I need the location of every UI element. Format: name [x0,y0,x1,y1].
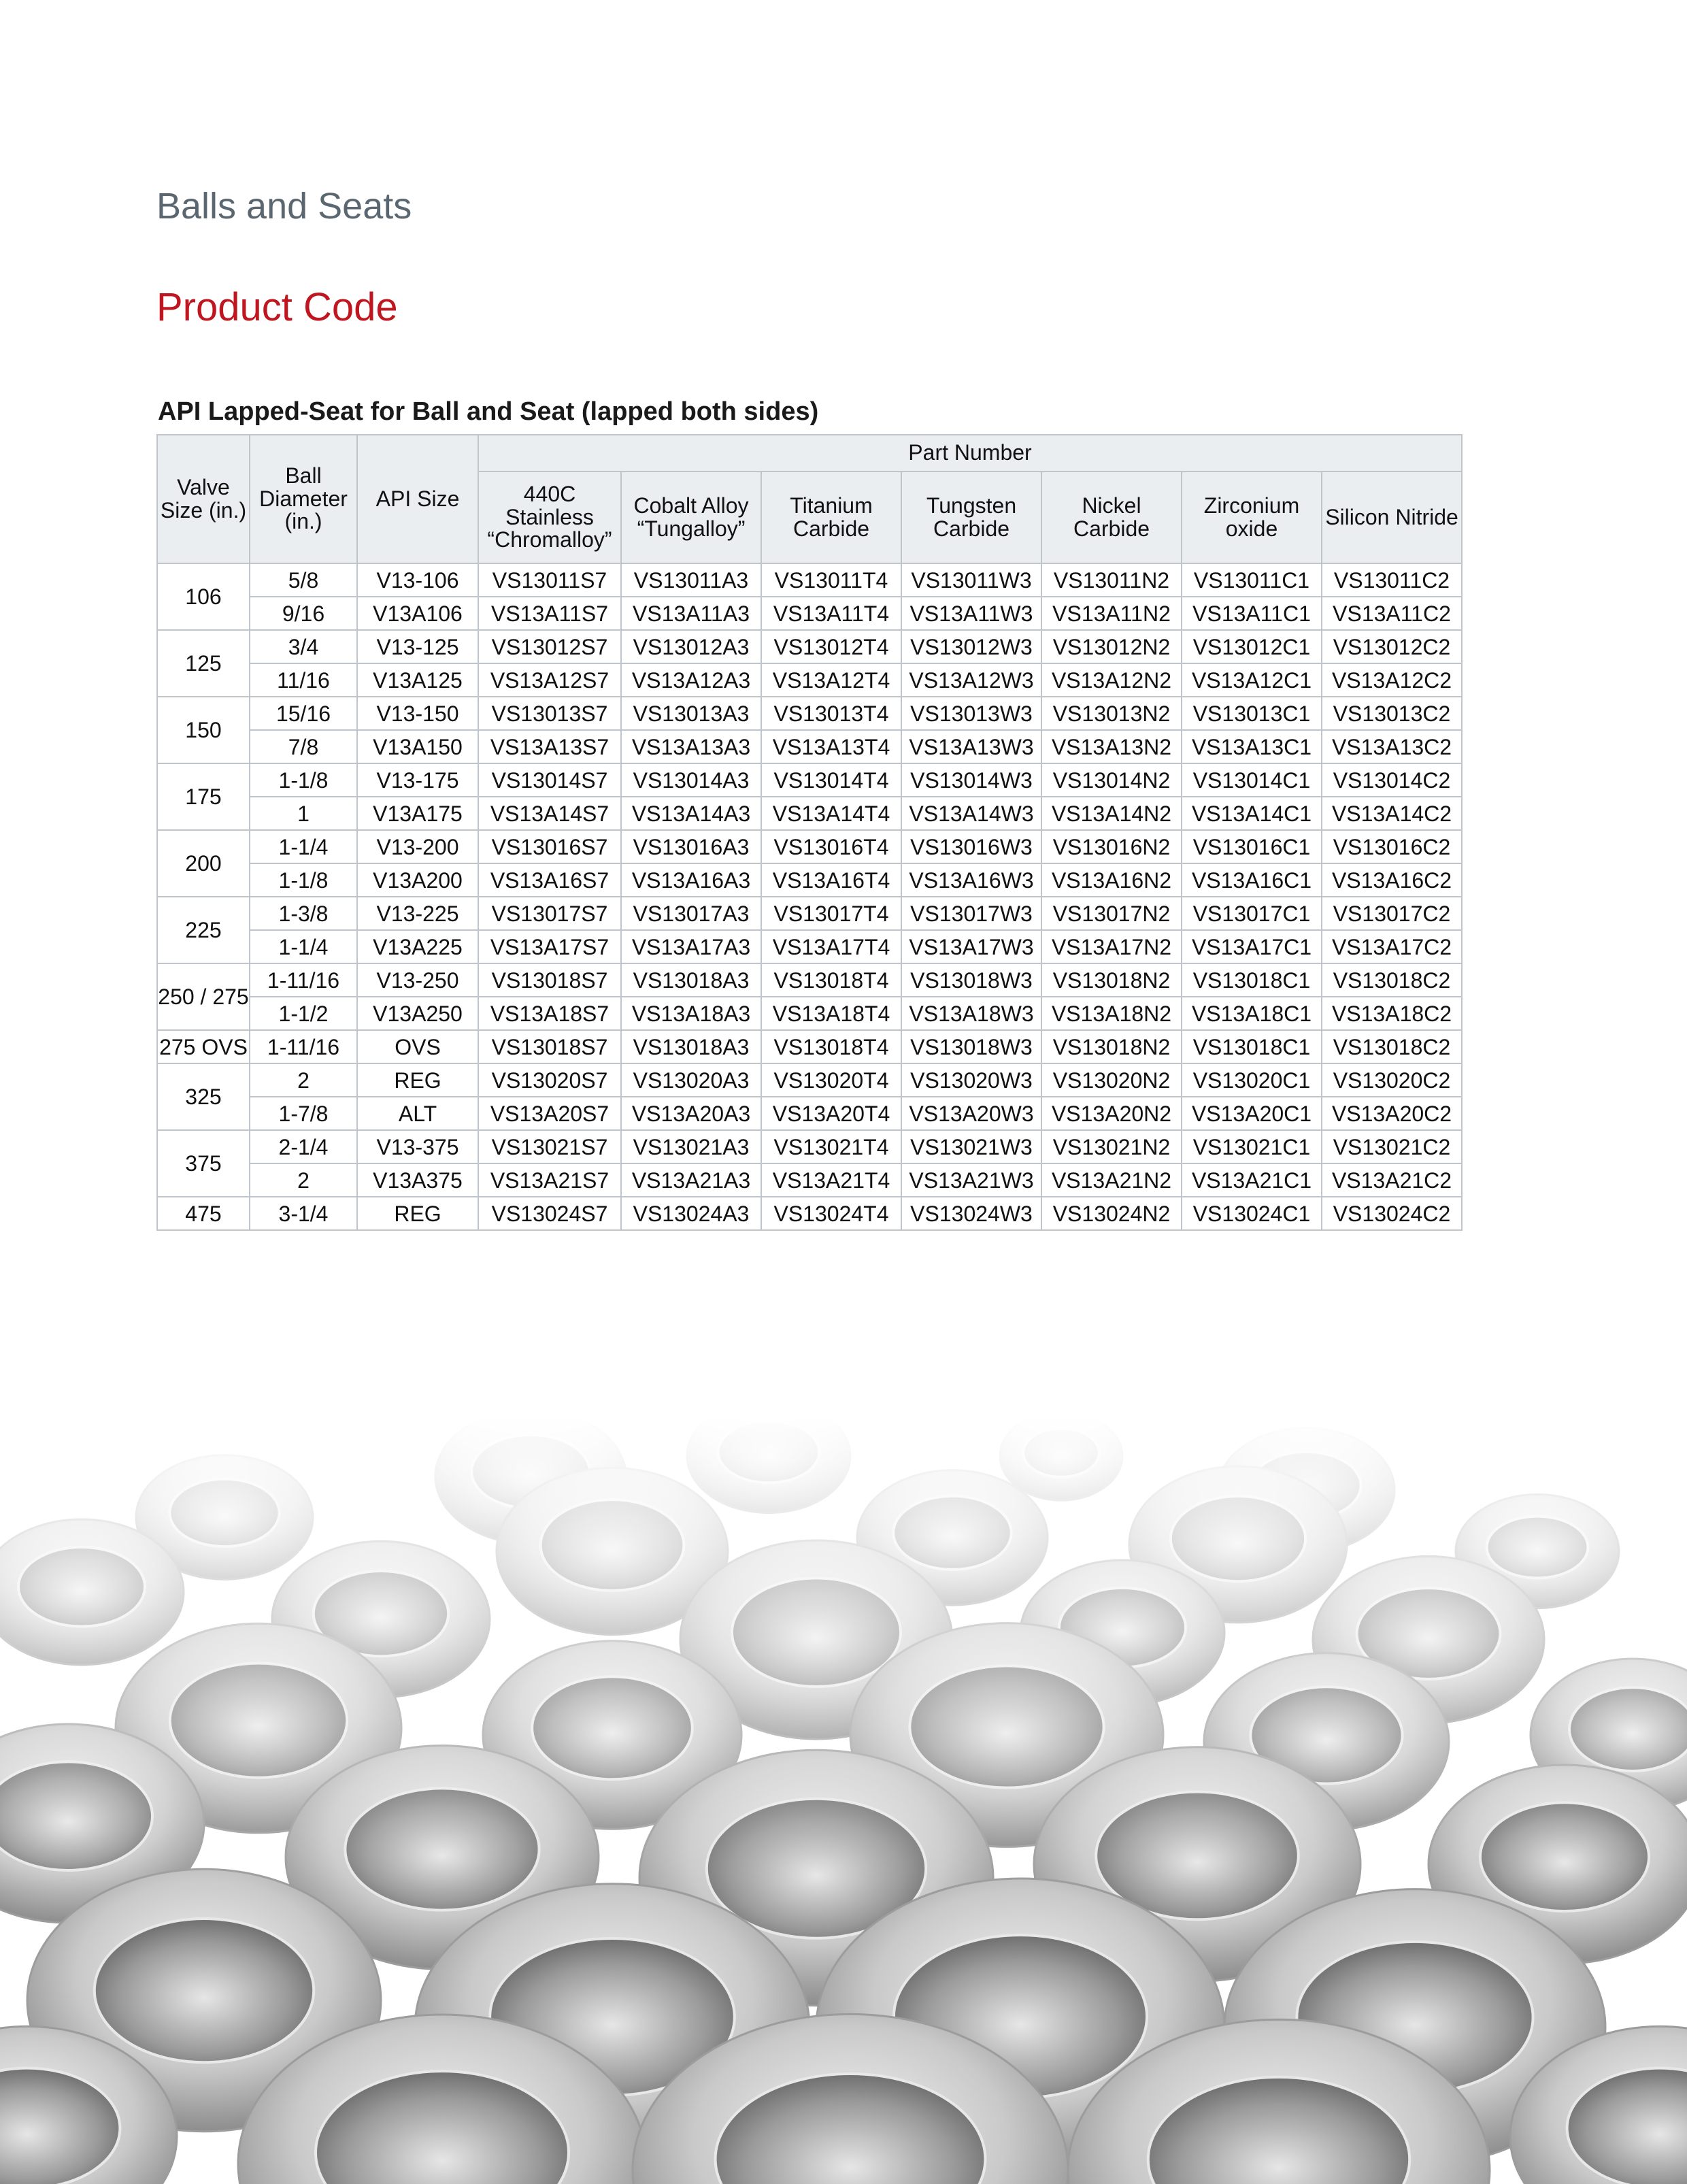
product-code-table-wrapper [156,434,1463,1231]
part-number-cell: VS13A17C2 [1322,930,1462,963]
ring-inner [1480,1802,1649,1911]
part-number-cell: VS13A18T4 [761,997,901,1030]
part-number-cell: VS13013S7 [478,697,621,730]
table-row [157,1163,1462,1197]
part-number-cell: VS13A13C1 [1182,730,1322,763]
part-number-cell: VS13024W3 [901,1197,1041,1230]
part-number-cell: VS13016C2 [1322,830,1462,863]
ring-inner [541,1500,684,1591]
part-number-cell: VS13016C1 [1182,830,1322,863]
part-number-cell: VS13014C1 [1182,763,1322,797]
table-row [157,930,1462,963]
part-number-cell: VS13012T4 [761,630,901,663]
part-number-cell: VS13014S7 [478,763,621,797]
part-number-cell: VS13A14N2 [1041,797,1182,830]
part-number-cell: VS13016N2 [1041,830,1182,863]
part-number-cell: VS13020A3 [621,1063,761,1097]
header-ball-diameter: Ball Diameter (in.) [250,435,357,563]
part-number-cell: VS13014A3 [621,763,761,797]
part-number-cell: VS13020N2 [1041,1063,1182,1097]
part-number-cell: VS13020C2 [1322,1063,1462,1097]
part-number-cell: VS13A18C1 [1182,997,1322,1030]
part-number-cell: VS13A11S7 [478,597,621,630]
part-number-cell: VS13024A3 [621,1197,761,1230]
ring-inner [732,1578,901,1687]
part-number-cell: VS13024S7 [478,1197,621,1230]
part-number-cell: VS13012S7 [478,630,621,663]
api-size-cell: V13-125 [357,630,478,663]
part-number-cell: VS13011S7 [478,563,621,597]
part-number-cell: VS13017C1 [1182,897,1322,930]
part-number-cell: VS13013A3 [621,697,761,730]
header-material: Cobalt Alloy “Tungalloy” [621,471,761,563]
ring-inner [718,1421,820,1483]
part-number-cell: VS13011C2 [1322,563,1462,597]
ball-diameter-cell: 11/16 [250,663,357,697]
valve-size-cell: 375 [157,1130,250,1197]
part-number-cell: VS13024T4 [761,1197,901,1230]
ball-seats-background-image [0,1415,1687,2184]
ball-diameter-cell: 3-1/4 [250,1197,357,1230]
part-number-cell: VS13012A3 [621,630,761,663]
part-number-cell: VS13018A3 [621,1030,761,1063]
api-size-cell: OVS [357,1030,478,1063]
valve-size-cell: 250 / 275 [157,963,250,1030]
ball-diameter-cell: 7/8 [250,730,357,763]
part-number-cell: VS13A14T4 [761,797,901,830]
part-number-cell: VS13020T4 [761,1063,901,1097]
part-number-cell: VS13013W3 [901,697,1041,730]
table-body [157,563,1462,1230]
part-number-cell: VS13013C1 [1182,697,1322,730]
part-number-cell: VS13A12C2 [1322,663,1462,697]
api-size-cell: V13A125 [357,663,478,697]
part-number-cell: VS13A21A3 [621,1163,761,1197]
api-size-cell: V13-200 [357,830,478,863]
ring-inner [893,1496,1012,1570]
ring-inner [532,1676,692,1779]
part-number-cell: VS13A20A3 [621,1097,761,1130]
part-number-cell: VS13014N2 [1041,763,1182,797]
ring-group [0,1415,1687,2184]
part-number-cell: VS13020W3 [901,1063,1041,1097]
valve-size-cell: 275 OVS [157,1030,250,1063]
part-number-cell: VS13017N2 [1041,897,1182,930]
part-number-cell: VS13A13T4 [761,730,901,763]
api-size-cell: REG [357,1063,478,1097]
part-number-cell: VS13A21S7 [478,1163,621,1197]
ball-diameter-cell: 2 [250,1063,357,1097]
part-number-cell: VS13018W3 [901,963,1041,997]
part-number-cell: VS13A20C1 [1182,1097,1322,1130]
part-number-cell: VS13A13A3 [621,730,761,763]
part-number-cell: VS13A16S7 [478,863,621,897]
product-code-heading: Product Code [156,285,398,329]
part-number-cell: VS13021S7 [478,1130,621,1163]
ring-inner [1487,1517,1588,1578]
part-number-cell: VS13021N2 [1041,1130,1182,1163]
api-size-cell: V13A375 [357,1163,478,1197]
part-number-cell: VS13A18W3 [901,997,1041,1030]
ball-diameter-cell: 5/8 [250,563,357,597]
part-number-cell: VS13A17N2 [1041,930,1182,963]
part-number-cell: VS13A18N2 [1041,997,1182,1030]
part-number-cell: VS13020C1 [1182,1063,1322,1097]
part-number-cell: VS13A21C2 [1322,1163,1462,1197]
header-material: Tungsten Carbide [901,471,1041,563]
ring-inner [909,1666,1103,1787]
part-number-cell: VS13A12A3 [621,663,761,697]
api-size-cell: V13A225 [357,930,478,963]
part-number-cell: VS13018S7 [478,1030,621,1063]
table-row [157,997,1462,1030]
ball-diameter-cell: 1 [250,797,357,830]
part-number-cell: VS13A17A3 [621,930,761,963]
part-number-cell: VS13014T4 [761,763,901,797]
valve-size-cell: 475 [157,1197,250,1230]
part-number-cell: VS13011C1 [1182,563,1322,597]
api-size-cell: V13-175 [357,763,478,797]
part-number-cell: VS13012W3 [901,630,1041,663]
part-number-cell: VS13018C2 [1322,963,1462,997]
ball-diameter-cell: 1-1/8 [250,763,357,797]
ball-diameter-cell: 1-11/16 [250,1030,357,1063]
part-number-cell: VS13021C2 [1322,1130,1462,1163]
table-row [157,597,1462,630]
header-api-size: API Size [357,435,478,563]
part-number-cell: VS13014W3 [901,763,1041,797]
part-number-cell: VS13017C2 [1322,897,1462,930]
part-number-cell: VS13018C1 [1182,963,1322,997]
ball-diameter-cell: 1-1/4 [250,830,357,863]
part-number-cell: VS13A18A3 [621,997,761,1030]
table-row [157,730,1462,763]
part-number-cell: VS13A21W3 [901,1163,1041,1197]
header-material: Silicon Nitride [1322,471,1462,563]
table-row [157,830,1462,863]
part-number-cell: VS13A20S7 [478,1097,621,1130]
part-number-cell: VS13016A3 [621,830,761,863]
part-number-cell: VS13A14W3 [901,797,1041,830]
ball-diameter-cell: 1-1/2 [250,997,357,1030]
part-number-cell: VS13024C1 [1182,1197,1322,1230]
part-number-cell: VS13A12T4 [761,663,901,697]
part-number-cell: VS13A12W3 [901,663,1041,697]
valve-size-cell: 150 [157,697,250,763]
product-code-table [156,434,1463,1231]
part-number-cell: VS13A16T4 [761,863,901,897]
valve-size-cell: 225 [157,897,250,963]
part-number-cell: VS13021A3 [621,1130,761,1163]
ring-inner [95,1919,314,2062]
part-number-cell: VS13A14C2 [1322,797,1462,830]
valve-size-cell: 175 [157,763,250,830]
part-number-cell: VS13A13W3 [901,730,1041,763]
part-number-cell: VS13A13N2 [1041,730,1182,763]
api-size-cell: REG [357,1197,478,1230]
ring-inner [1023,1429,1099,1477]
part-number-cell: VS13A11W3 [901,597,1041,630]
header-material: Titanium Carbide [761,471,901,563]
table-row [157,1030,1462,1063]
table-row [157,797,1462,830]
part-number-cell: VS13A20W3 [901,1097,1041,1130]
part-number-cell: VS13A17W3 [901,930,1041,963]
part-number-cell: VS13A21C1 [1182,1163,1322,1197]
part-number-cell: VS13013T4 [761,697,901,730]
ring-inner [1569,1687,1687,1771]
part-number-cell: VS13A17S7 [478,930,621,963]
table-row [157,863,1462,897]
part-number-cell: VS13020S7 [478,1063,621,1097]
ball-diameter-cell: 1-7/8 [250,1097,357,1130]
part-number-cell: VS13013N2 [1041,697,1182,730]
part-number-cell: VS13A11N2 [1041,597,1182,630]
part-number-cell: VS13011W3 [901,563,1041,597]
ball-diameter-cell: 2 [250,1163,357,1197]
ring-inner [169,1479,279,1546]
part-number-cell: VS13014C2 [1322,763,1462,797]
table-row [157,897,1462,930]
valve-size-cell: 200 [157,830,250,897]
api-size-cell: ALT [357,1097,478,1130]
part-number-cell: VS13A18C2 [1322,997,1462,1030]
part-number-cell: VS13A16N2 [1041,863,1182,897]
ball-diameter-cell: 1-1/4 [250,930,357,963]
ball-diameter-cell: 2-1/4 [250,1130,357,1163]
api-size-cell: V13A175 [357,797,478,830]
part-number-cell: VS13A14A3 [621,797,761,830]
part-number-cell: VS13A16W3 [901,863,1041,897]
part-number-cell: VS13024N2 [1041,1197,1182,1230]
part-number-cell: VS13A12N2 [1041,663,1182,697]
part-number-cell: VS13A12C1 [1182,663,1322,697]
ring-inner [170,1664,347,1778]
table-title: API Lapped-Seat for Ball and Seat (lapped both sides) [158,397,819,426]
part-number-cell: VS13A13C2 [1322,730,1462,763]
part-number-cell: VS13017T4 [761,897,901,930]
header-material: Nickel Carbide [1041,471,1182,563]
table-row [157,1097,1462,1130]
header-material: 440C Stainless “Chromalloy” [478,471,621,563]
part-number-cell: VS13A20N2 [1041,1097,1182,1130]
api-size-cell: V13A150 [357,730,478,763]
ring-inner [345,1788,539,1910]
part-number-cell: VS13017S7 [478,897,621,930]
ring-inner [0,1761,152,1870]
api-size-cell: V13A250 [357,997,478,1030]
part-number-cell: VS13A17C1 [1182,930,1322,963]
table-row [157,1063,1462,1097]
table-row [157,763,1462,797]
table-row [157,663,1462,697]
api-size-cell: V13A106 [357,597,478,630]
part-number-cell: VS13A14C1 [1182,797,1322,830]
valve-size-cell: 325 [157,1063,250,1130]
part-number-cell: VS13011A3 [621,563,761,597]
api-size-cell: V13-106 [357,563,478,597]
header-material: Zirconium oxide [1182,471,1322,563]
part-number-cell: VS13018W3 [901,1030,1041,1063]
part-number-cell: VS13018T4 [761,1030,901,1063]
part-number-cell: VS13A21T4 [761,1163,901,1197]
valve-size-cell: 125 [157,630,250,697]
api-size-cell: V13-225 [357,897,478,930]
ball-diameter-cell: 1-11/16 [250,963,357,997]
part-number-cell: VS13A11C1 [1182,597,1322,630]
part-number-cell: VS13A11A3 [621,597,761,630]
part-number-cell: VS13A20C2 [1322,1097,1462,1130]
part-number-cell: VS13A20T4 [761,1097,901,1130]
part-number-cell: VS13018N2 [1041,1030,1182,1063]
ball-diameter-cell: 3/4 [250,630,357,663]
part-number-cell: VS13016S7 [478,830,621,863]
ball-diameter-cell: 9/16 [250,597,357,630]
api-size-cell: V13A200 [357,863,478,897]
api-size-cell: V13-375 [357,1130,478,1163]
header-part-number: Part Number [478,435,1462,471]
part-number-cell: VS13018A3 [621,963,761,997]
part-number-cell: VS13A16C2 [1322,863,1462,897]
table-row [157,1197,1462,1230]
header-valve-size: Valve Size (in.) [157,435,250,563]
part-number-cell: VS13A16A3 [621,863,761,897]
part-number-cell: VS13A11C2 [1322,597,1462,630]
table-row [157,630,1462,663]
part-number-cell: VS13021W3 [901,1130,1041,1163]
valve-size-cell: 106 [157,563,250,630]
table-row [157,563,1462,597]
table-row [157,697,1462,730]
part-number-cell: VS13017A3 [621,897,761,930]
part-number-cell: VS13021T4 [761,1130,901,1163]
api-size-cell: V13-150 [357,697,478,730]
part-number-cell: VS13021C1 [1182,1130,1322,1163]
part-number-cell: VS13A17T4 [761,930,901,963]
part-number-cell: VS13012C2 [1322,630,1462,663]
part-number-cell: VS13A14S7 [478,797,621,830]
ball-diameter-cell: 1-3/8 [250,897,357,930]
part-number-cell: VS13A13S7 [478,730,621,763]
ring-inner [18,1547,145,1627]
part-number-cell: VS13011N2 [1041,563,1182,597]
part-number-cell: VS13011T4 [761,563,901,597]
part-number-cell: VS13013C2 [1322,697,1462,730]
part-number-cell: VS13024C2 [1322,1197,1462,1230]
api-size-cell: V13-250 [357,963,478,997]
part-number-cell: VS13016T4 [761,830,901,863]
part-number-cell: VS13012C1 [1182,630,1322,663]
table-row [157,963,1462,997]
part-number-cell: VS13012N2 [1041,630,1182,663]
ball-diameter-cell: 15/16 [250,697,357,730]
part-number-cell: VS13A11T4 [761,597,901,630]
part-number-cell: VS13018C2 [1322,1030,1462,1063]
part-number-cell: VS13018S7 [478,963,621,997]
part-number-cell: VS13018T4 [761,963,901,997]
part-number-cell: VS13016W3 [901,830,1041,863]
part-number-cell: VS13A18S7 [478,997,621,1030]
part-number-cell: VS13A21N2 [1041,1163,1182,1197]
part-number-cell: VS13018N2 [1041,963,1182,997]
table-row [157,1130,1462,1163]
section-title: Balls and Seats [156,186,412,227]
ball-diameter-cell: 1-1/8 [250,863,357,897]
ring-inner [1171,1496,1305,1581]
part-number-cell: VS13A16C1 [1182,863,1322,897]
part-number-cell: VS13017W3 [901,897,1041,930]
part-number-cell: VS13A12S7 [478,663,621,697]
part-number-cell: VS13018C1 [1182,1030,1322,1063]
